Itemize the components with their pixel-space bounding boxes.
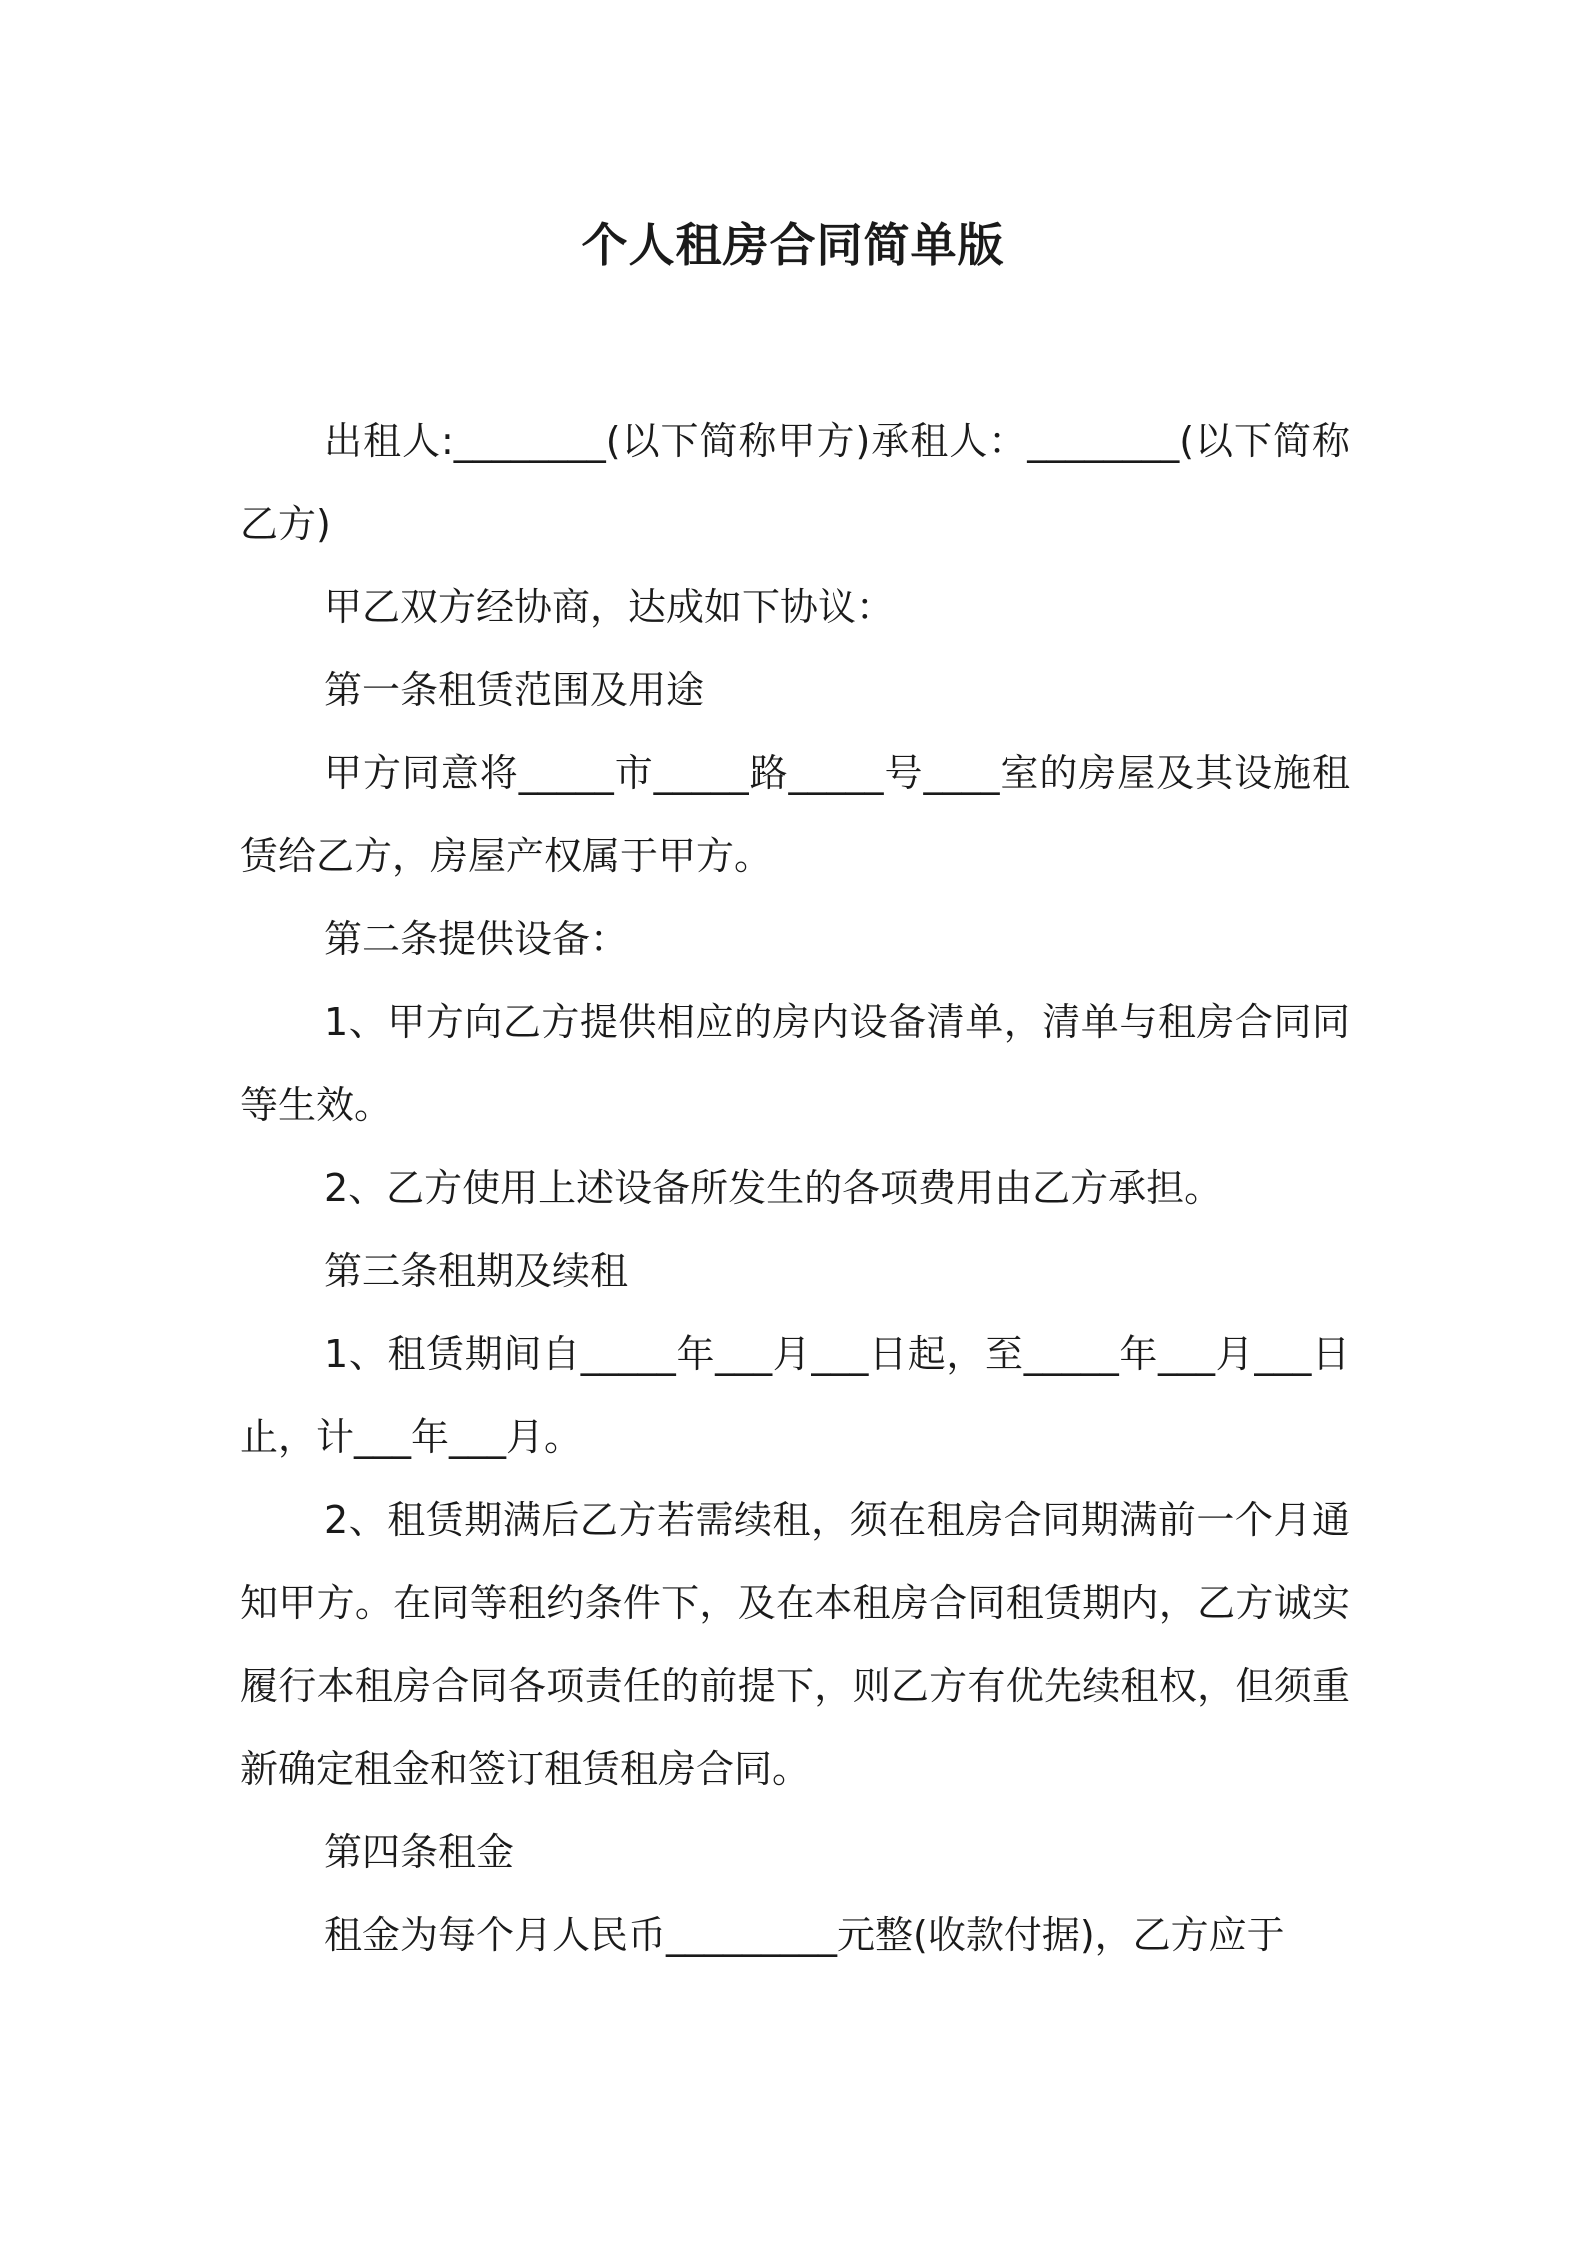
- article-3-item-1: 1、租赁期间自_____年___月___日起，至_____年___月___日止，计___年___月。: [240, 1332, 1350, 1459]
- article-1-heading: 第一条租赁范围及用途: [324, 668, 705, 712]
- document-title: 个人租房合同简单版: [581, 218, 1005, 272]
- article-2-heading: 第二条提供设备：: [324, 917, 629, 961]
- article-3-item-2: 2、租赁期满后乙方若需续租，须在租房合同期满前一个月通知甲方。在同等租约条件下，及在本租房合同租赁期内，乙方诚实履行本租房合同各项责任的前提下，则乙方有优先续租权，但须重新确定租金和签订租赁租房合同。: [240, 1498, 1350, 1791]
- article-4-heading: 第四条租金: [324, 1830, 515, 1874]
- article-4-text: 租金为每个月人民币_________元整(收款付据)，乙方应于: [324, 1913, 1285, 1957]
- agreement-intro: 甲乙双方经协商，达成如下协议：: [324, 585, 895, 629]
- article-2-item-1: 1、甲方向乙方提供相应的房内设备清单，清单与租房合同同等生效。: [240, 1000, 1350, 1127]
- article-3-heading: 第三条租期及续租: [324, 1249, 629, 1293]
- article-1-text: 甲方同意将_____市_____路_____号____室的房屋及其设施租赁给乙方，房屋产权属于甲方。: [240, 751, 1350, 878]
- parties-paragraph: 出租人:________(以下简称甲方)承租人：________(以下简称乙方): [240, 419, 1350, 546]
- article-2-item-2: 2、乙方使用上述设备所发生的各项费用由乙方承担。: [324, 1166, 1223, 1210]
- document-body: [240, 400, 1350, 1977]
